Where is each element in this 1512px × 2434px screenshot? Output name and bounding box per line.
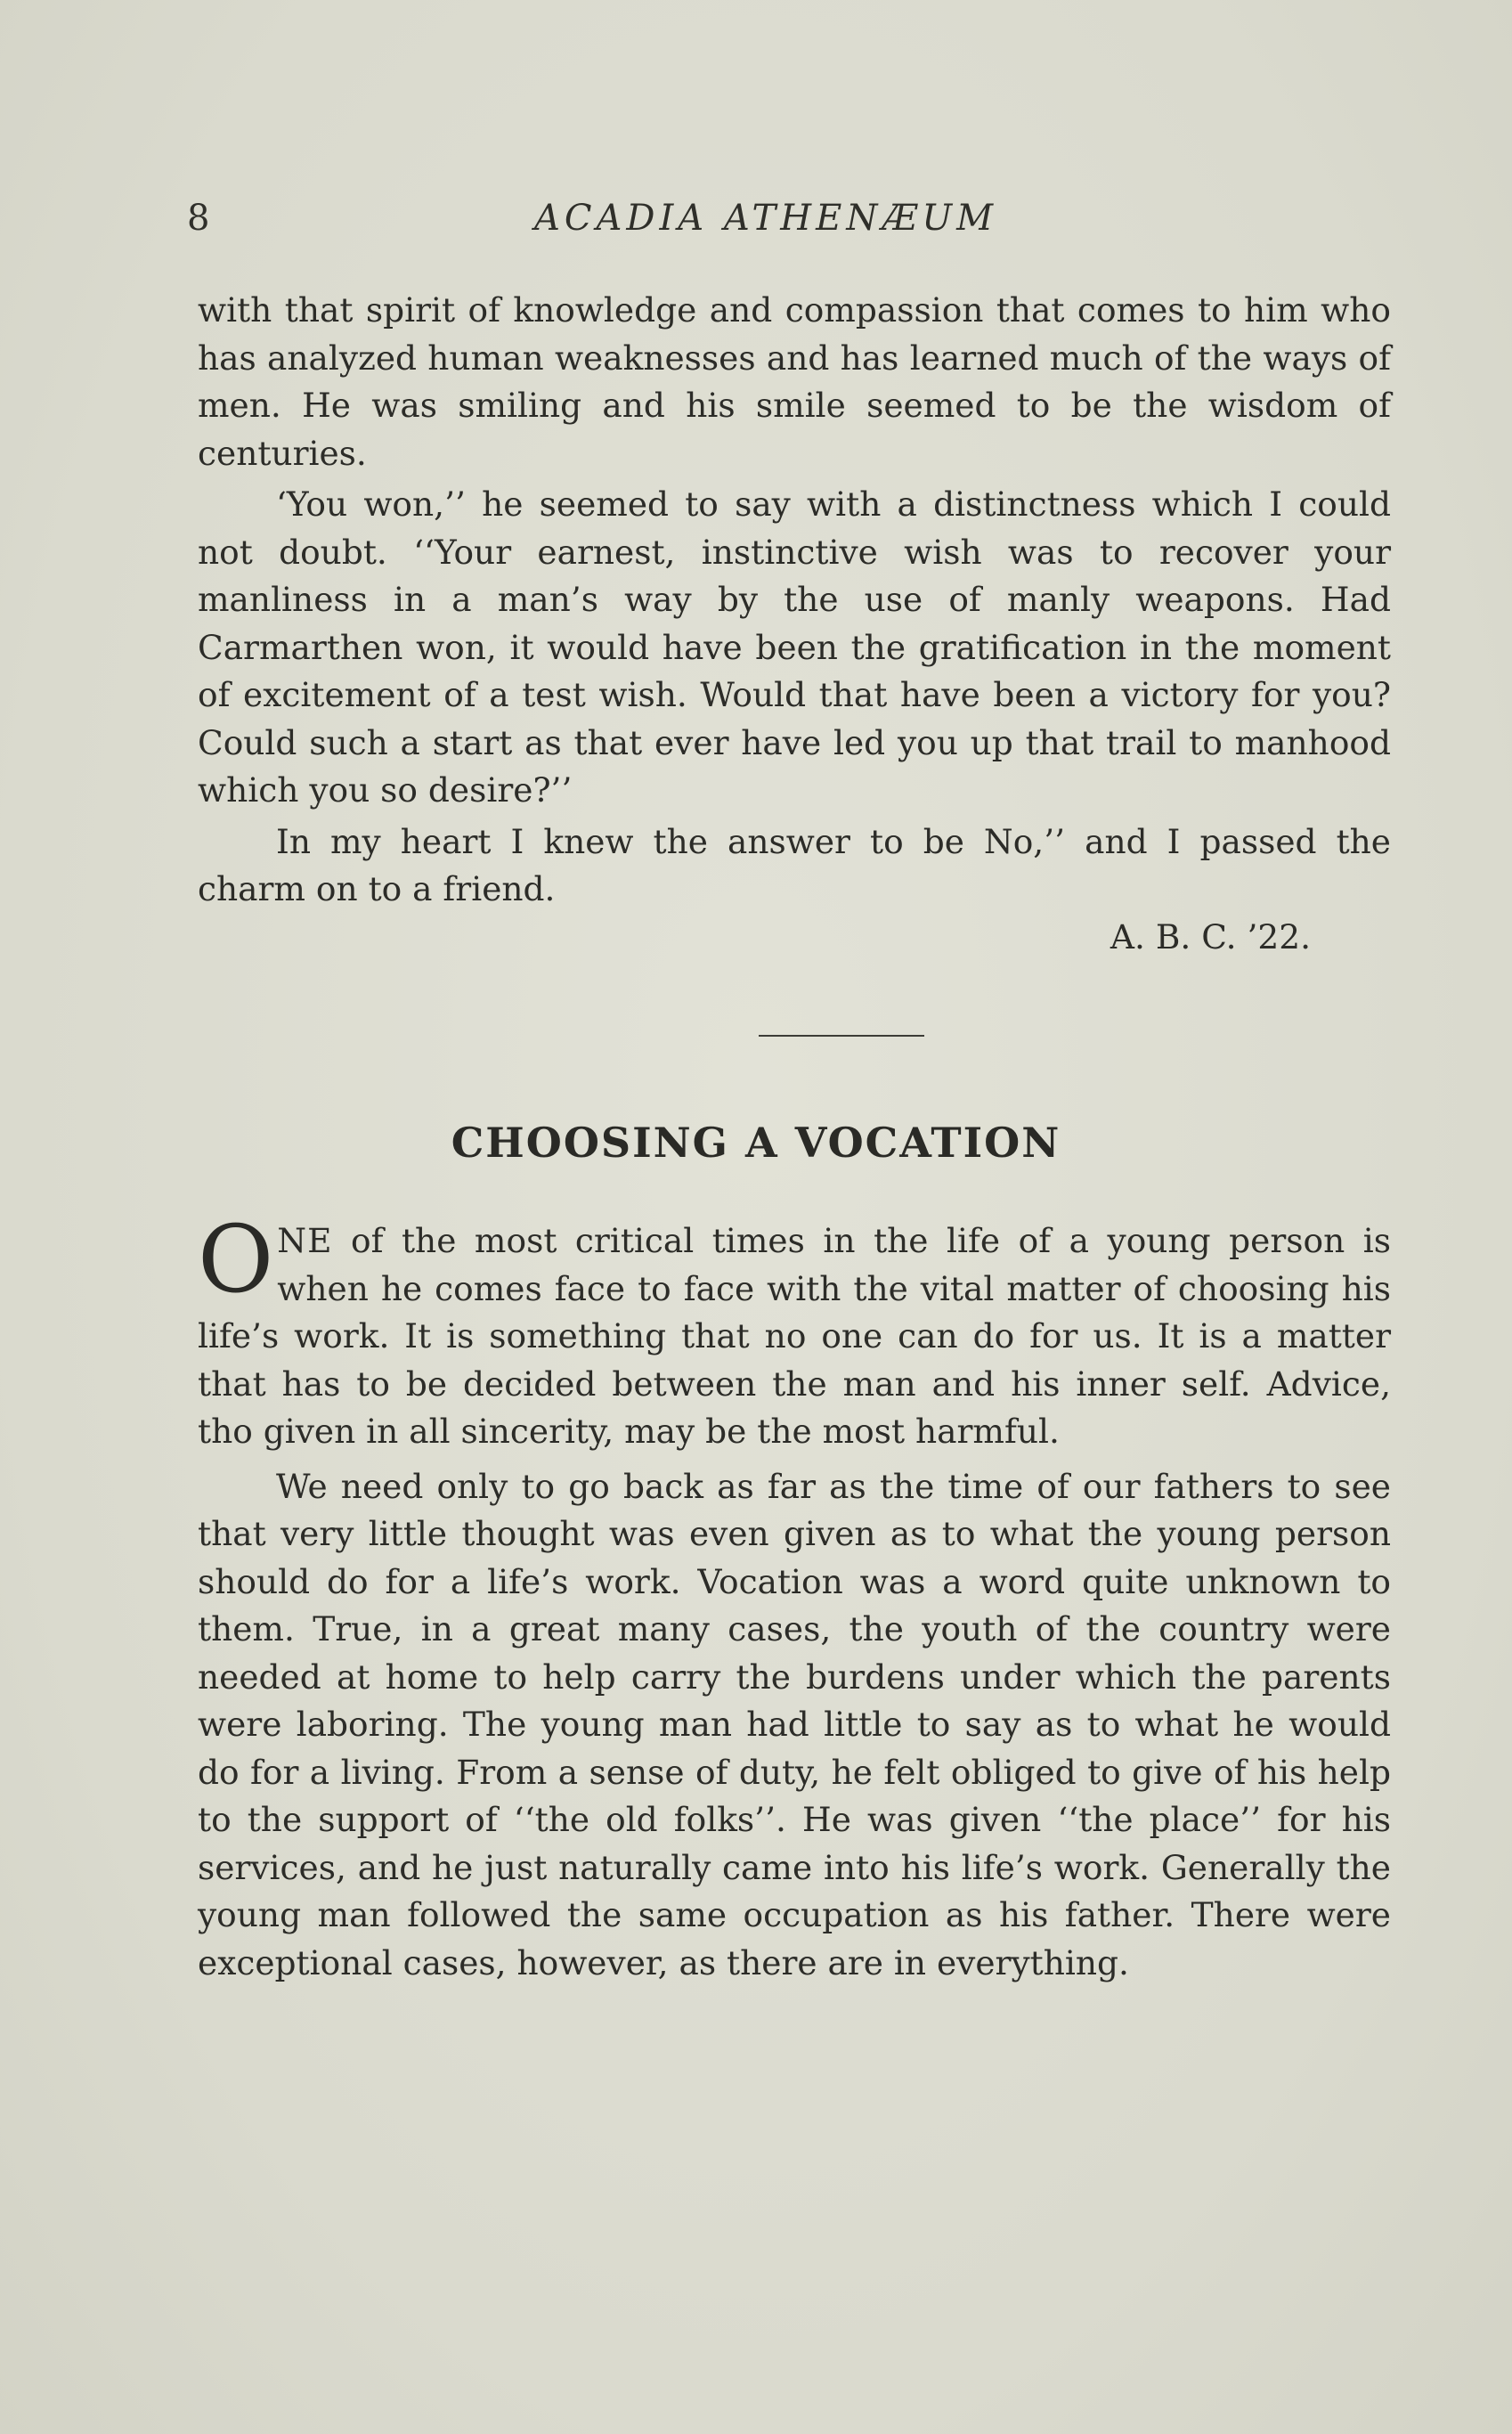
- story-paragraph: ‘You won,’’ he seemed to say with a distinctness which I could not doubt. ‘‘Your earnest, instinctive wish was to recover your manliness in a man’s way by the use of manly weapons. Had Carmarthen won, it would have been the gratification in the moment of excitement of a test wish. Would that have been a victory for you? Could such a start as that ever have led you up that trail to manhood which you so desire?’’: [198, 484, 1391, 810]
- article-paragraph: [198, 1205, 1391, 1456]
- article-body: [198, 1205, 1391, 1987]
- story-paragraph: with that spirit of knowledge and compassion that comes to him who has analyzed human weaknesses and has learned much of the ways of men. He was smiling and his smile seemed to be the wisdom of centuries.: [198, 290, 1391, 473]
- article-title: CHOOSING A VOCATION: [451, 1119, 1061, 1167]
- story-paragraph: In my heart I knew the answer to be No,’’ and I passed the charm on to a friend.: [198, 821, 1391, 908]
- page-header: [187, 198, 1389, 251]
- section-divider: [759, 1035, 924, 1037]
- first-paragraph-text: of the most critical times in the life of a young person is when he comes face to face with the vital matter of choosing his life’s work. It is something that no one can do for us. It is a matter that has to be decided between the man and his inner self. Advice, tho given in all sincerity, may be the most harmful.: [198, 1221, 1391, 1451]
- author-signature: A. B. C. ’22.: [1110, 916, 1311, 957]
- first-word-caps: NE: [277, 1221, 333, 1260]
- story-continued: [198, 287, 1391, 961]
- article-paragraph: We need only to go back as far as the time of our fathers to see that very little thought was even given as to what the young person should do for a life’s work. Vocation was a word quite unknown to them. True, in a great many cases, the youth of the country were needed at home to help carry the burdens under which the parents were laboring. The young man had little to say as to what he would do for a living. From a sense of duty, he felt obliged to give of his help to the support of ‘‘the old folks’’. He was given ‘‘the place’’ for his services, and he just naturally came into his life’s work. Generally the young man followed the same occupation as his father. There were exceptional cases, however, as there are in everything.: [198, 1466, 1391, 1982]
- page-number: 8: [187, 198, 210, 239]
- drop-cap-letter: O: [198, 1205, 274, 1314]
- journal-title: ACADIA ATHENÆUM: [534, 198, 998, 239]
